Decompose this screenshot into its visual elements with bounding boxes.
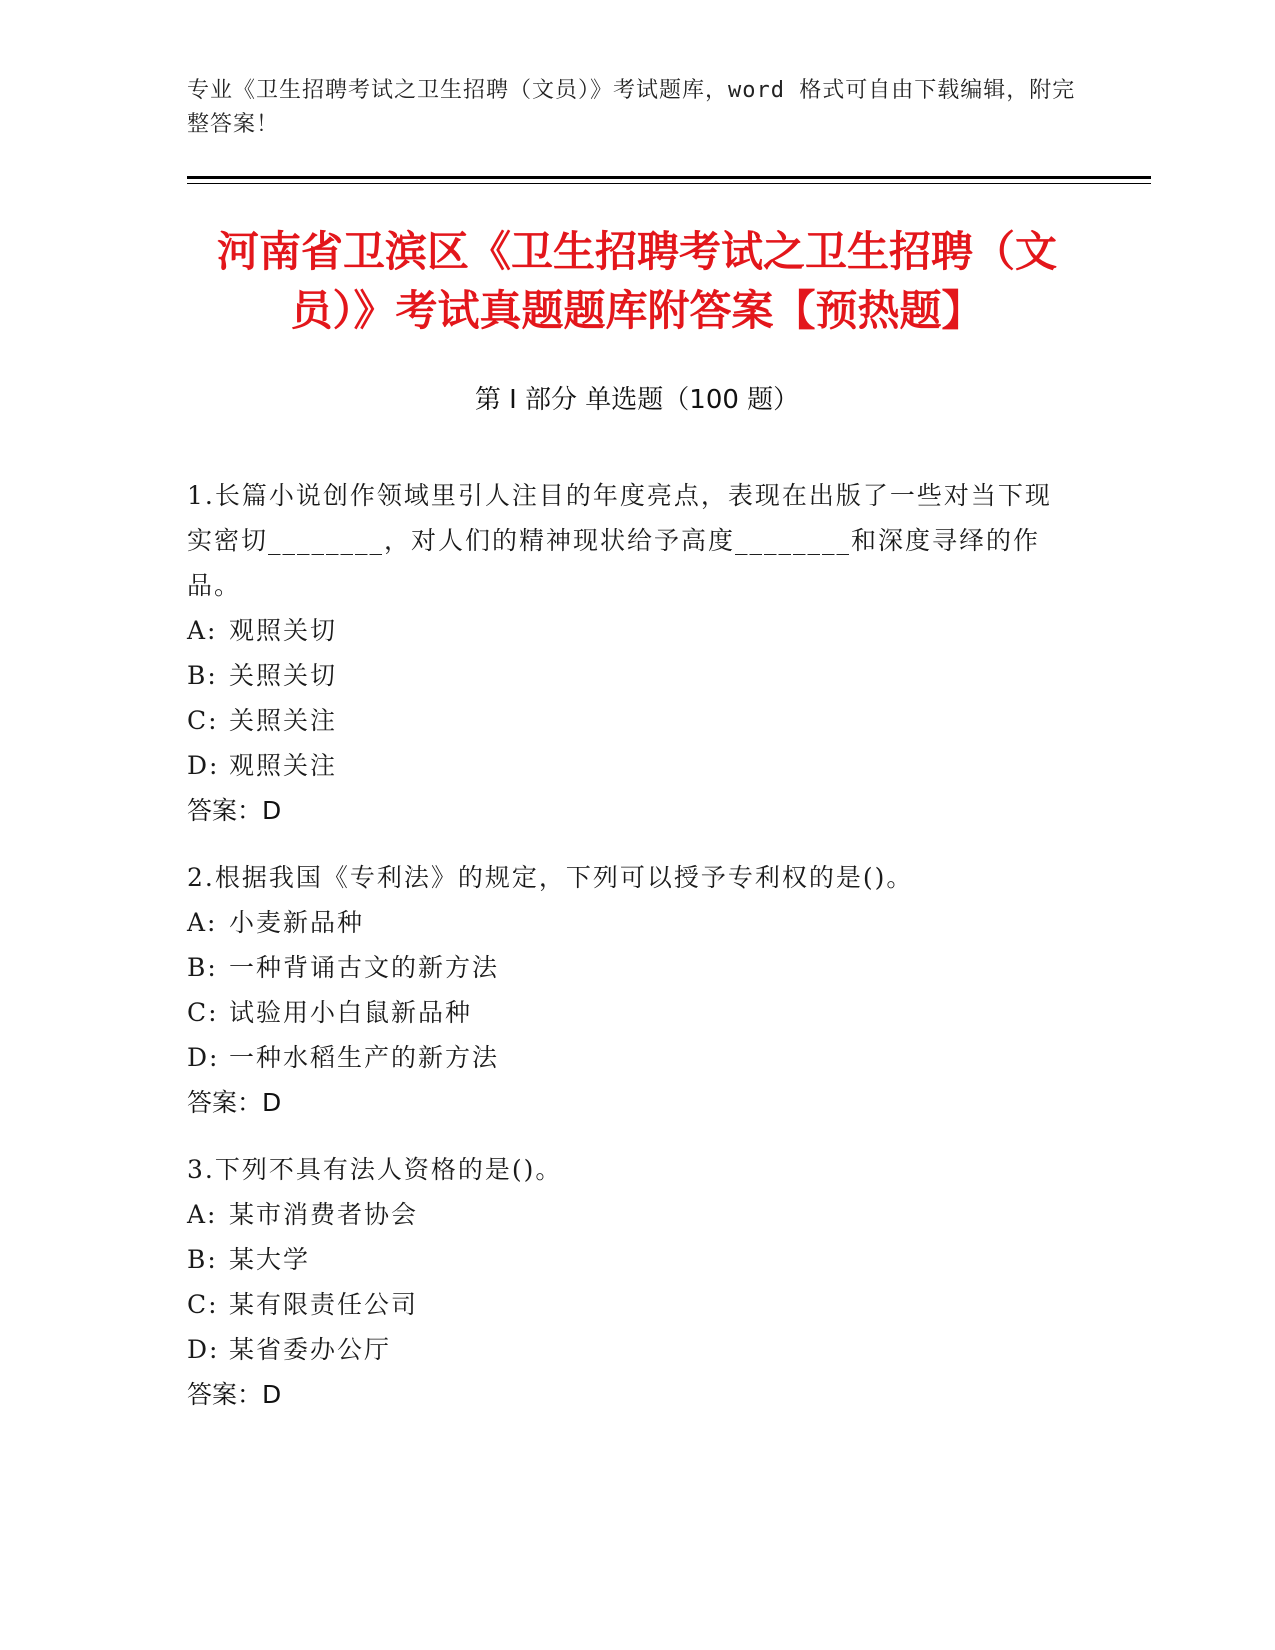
- answer-line: [187, 1372, 1057, 1417]
- option-letter: B:: [187, 661, 218, 690]
- answer-value: D: [262, 1380, 282, 1409]
- section-heading: 第 I 部分 单选题（100 题）: [474, 385, 800, 415]
- option-a: [187, 900, 1057, 945]
- option-letter: D:: [187, 1335, 220, 1364]
- option-b: [187, 653, 1057, 698]
- option-d: [187, 1327, 1057, 1372]
- option-c: [187, 990, 1057, 1035]
- option-text: 某有限责任公司: [229, 1290, 419, 1319]
- option-d: [187, 743, 1057, 788]
- option-a: [187, 608, 1057, 653]
- answer-line: [187, 788, 1057, 833]
- option-d: [187, 1035, 1057, 1080]
- answer-value: D: [262, 796, 282, 825]
- option-letter: A:: [187, 1200, 218, 1229]
- option-c: [187, 698, 1057, 743]
- header-note: 专业《卫生招聘考试之卫生招聘（文员）》考试题库，word 格式可自由下载编辑，附完整答案！: [187, 78, 1076, 137]
- header-rule-thin: [187, 183, 1151, 184]
- option-letter: D:: [187, 1043, 220, 1072]
- option-letter: B:: [187, 1245, 218, 1274]
- option-text: 某市消费者协会: [229, 1200, 419, 1229]
- answer-label: 答案：: [187, 796, 263, 825]
- option-letter: A:: [187, 908, 218, 937]
- option-letter: A:: [187, 616, 218, 645]
- option-letter: C:: [187, 998, 219, 1027]
- option-letter: B:: [187, 953, 218, 982]
- question-1: [187, 473, 1057, 833]
- question-list: [187, 473, 1057, 1439]
- option-text: 某大学: [229, 1245, 311, 1274]
- option-text: 小麦新品种: [229, 908, 365, 937]
- answer-value: D: [262, 1088, 282, 1117]
- document-title: 河南省卫滨区《卫生招聘考试之卫生招聘（文员）》考试真题题库附答案【预热题】: [216, 227, 1057, 335]
- option-text: 一种水稻生产的新方法: [229, 1043, 500, 1072]
- question-3: [187, 1147, 1057, 1417]
- option-text: 一种背诵古文的新方法: [229, 953, 500, 982]
- option-text: 试验用小白鼠新品种: [229, 998, 473, 1027]
- option-text: 关照关注: [229, 706, 338, 735]
- option-text: 某省委办公厅: [229, 1335, 392, 1364]
- option-text: 关照关切: [229, 661, 338, 690]
- option-text: 观照关注: [229, 751, 338, 780]
- option-a: [187, 1192, 1057, 1237]
- option-b: [187, 1237, 1057, 1282]
- answer-label: 答案：: [187, 1380, 263, 1409]
- question-2: [187, 855, 1057, 1125]
- option-c: [187, 1282, 1057, 1327]
- question-stem: 2.根据我国《专利法》的规定，下列可以授予专利权的是()。: [187, 863, 914, 892]
- question-stem: 1.长篇小说创作领域里引人注目的年度亮点，表现在出版了一些对当下现实密切________，对人们的精神现状给予高度________和深度寻绎的作品。: [187, 481, 1052, 600]
- option-letter: C:: [187, 706, 219, 735]
- option-text: 观照关切: [229, 616, 338, 645]
- question-stem: 3.下列不具有法人资格的是()。: [187, 1155, 563, 1184]
- answer-line: [187, 1080, 1057, 1125]
- answer-label: 答案：: [187, 1088, 263, 1117]
- option-letter: C:: [187, 1290, 219, 1319]
- option-letter: D:: [187, 751, 220, 780]
- option-b: [187, 945, 1057, 990]
- header-rule-thick: [187, 176, 1151, 179]
